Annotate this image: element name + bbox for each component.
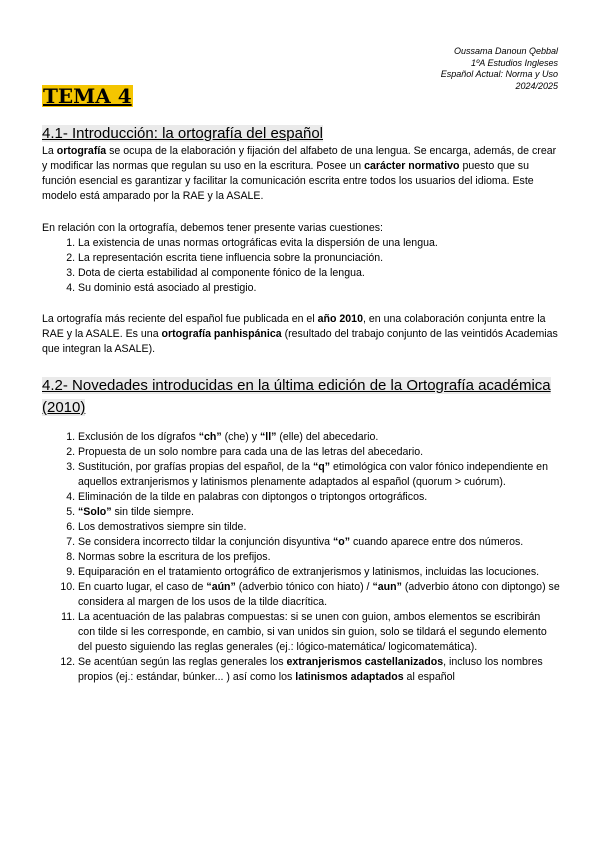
section-2-list [42, 430, 560, 685]
section-1-heading-wrap [42, 125, 562, 143]
intro-paragraph: La ortografía se ocupa de la elaboración y fijación del alfabeto de una lengua. Se encarga, además, de crear y modificar las normas que regulan su uso en la escritura. Posee un carácter normativo puesto que su función esencial es garantizar y facilitar la comunicación escrita entre todos los usuarios del idioma. Este modelo está amparado por la RAE y la ASALE. [42, 145, 557, 202]
page-title: TEMA 4 [43, 84, 132, 108]
list-item: 6. Los demostrativos siempre sin tilde. [78, 520, 560, 535]
document-header [441, 46, 558, 92]
section-1-intro [42, 144, 560, 204]
list-item: 4. Eliminación de la tilde en palabras con diptongos o triptongos ortográficos. [78, 490, 560, 505]
list-item: 12. Se acentúan según las reglas generales los extranjerismos castellanizados, incluso los nombres propios (ej.: estándar, búnker... ) así como los latinismos adaptados al español [78, 655, 560, 685]
list-item: 3. Dota de cierta estabilidad al componente fónico de la lengua. [78, 266, 560, 281]
section-1-closing [42, 312, 560, 357]
subject-name: Español Actual: Norma y Uso [440, 69, 558, 79]
list-item: 2. Propuesta de un solo nombre para cada una de las letras del abecedario. [78, 445, 560, 460]
list-item: 5. “Solo” sin tilde siempre. [78, 505, 560, 520]
academic-year: 2024/2025 [515, 80, 558, 91]
section-1-heading: 4.1- Introducción: la ortografía del español [42, 125, 324, 142]
closing-paragraph: La ortografía más reciente del español fue publicada en el año 2010, en una colaboración conjunta entre la RAE y la ASALE. Es una ortografía panhispánica (resultado del trabajo conjunto de las veintidós Academias que integran la ASALE). [42, 313, 558, 355]
list-item: 8. Normas sobre la escritura de los prefijos. [78, 550, 560, 565]
list-item: 1. La existencia de unas normas ortográficas evita la dispersión de una lengua. [78, 236, 560, 251]
section-2-heading: 4.2- Novedades introducidas en la última edición de la Ortografía académica (2010) [42, 377, 551, 416]
course-name: 1ºA Estudios Ingleses [470, 57, 558, 68]
section-1-lead [42, 221, 560, 236]
list-item: 2. La representación escrita tiene influencia sobre la pronunciación. [78, 251, 560, 266]
list-item: 7. Se considera incorrecto tildar la conjunción disyuntiva “o” cuando aparece entre dos números. [78, 535, 560, 550]
section-1-list [42, 236, 560, 296]
list-item: 3. Sustitución, por grafías propias del español, de la “q” etimológica con valor fónico independiente en aquellos extranjerismos y latinismos plenamente adaptados al español (quorum > cuórum). [78, 460, 560, 490]
list-item: 9. Equiparación en el tratamiento ortográfico de extranjerismos y latinismos, incluidas las locuciones. [78, 565, 560, 580]
author-name: Oussama Danoun Qebbal [453, 46, 558, 56]
list-item: 11. La acentuación de las palabras compuestas: si se unen con guion, ambos elementos se escribirán con tilde si les corresponde, en cambio, si van unidos sin guion, solo se tildará el segundo elemento del puesto siguiendo las reglas generales (ej.: lógico-matemática/ logicomatemática). [78, 610, 560, 655]
list-item: 4. Su dominio está asociado al prestigio. [78, 281, 560, 296]
list-item: 10. En cuarto lugar, el caso de “aún” (adverbio tónico con hiato) / “aun” (adverbio átono con diptongo) se considera al margen de los usos de la tilde diacrítica. [78, 580, 560, 610]
section-2-heading-wrap [42, 375, 562, 419]
list-item: 1. Exclusión de los dígrafos “ch” (che) y “ll” (elle) del abecedario. [78, 430, 560, 445]
lead-paragraph: En relación con la ortografía, debemos tener presente varias cuestiones: [42, 222, 383, 234]
